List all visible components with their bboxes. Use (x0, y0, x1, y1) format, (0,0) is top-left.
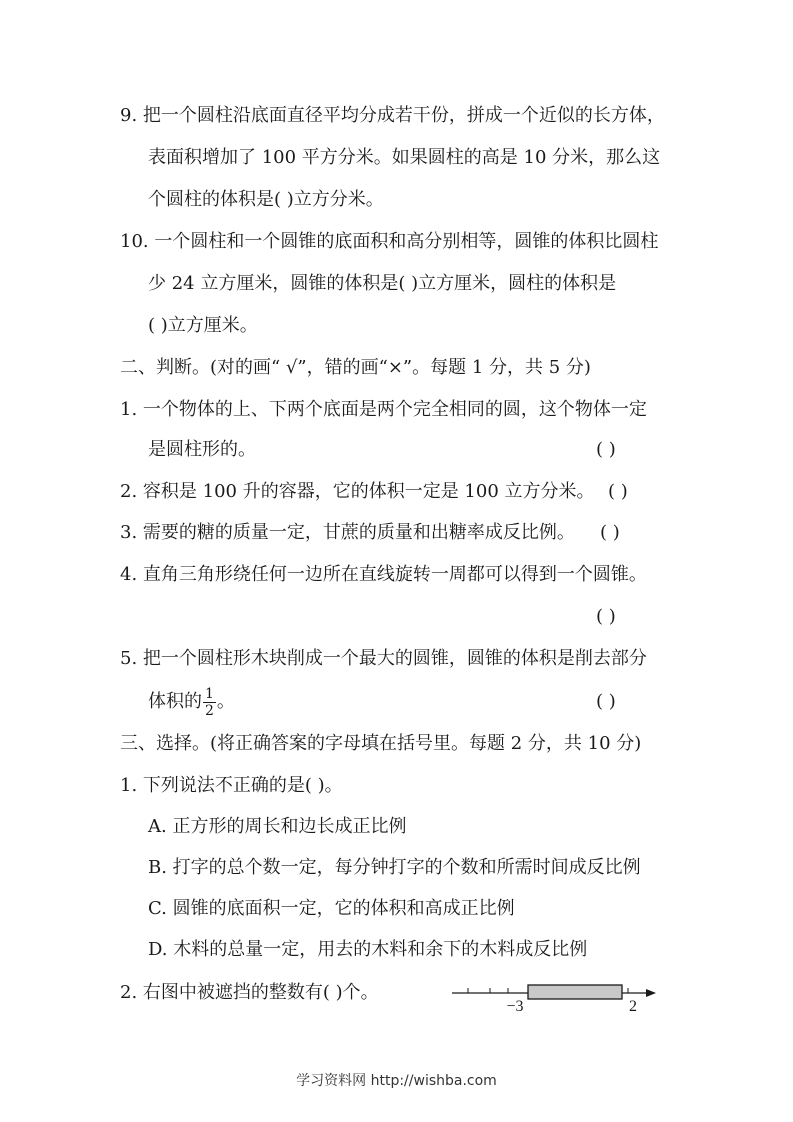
q9-line-2: 表面积增加了 100 平方分米。如果圆柱的高是 10 分米，那么这 (148, 147, 661, 168)
judge-item-5-suffix: 。 (216, 691, 235, 712)
judge-item-1-line-2: 是圆柱形的。 (148, 439, 256, 460)
judge-item-5-line-2 (148, 684, 235, 720)
fraction-numerator: 1 (205, 685, 214, 702)
choice-q1-option-b: B. 打字的总个数一定，每分钟打字的个数和所需时间成反比例 (148, 857, 641, 878)
choice-q1-option-c: C. 圆锥的底面积一定，它的体积和高成正比例 (148, 898, 515, 919)
choice-q1-option-d: D. 木料的总量一定，用去的木料和余下的木料成反比例 (148, 939, 588, 960)
number-line-arrow-icon (646, 989, 656, 997)
judge-item-3-line-1: 3. 需要的糖的质量一定，甘蔗的质量和出糖率成反比例。 (120, 522, 575, 543)
number-line-label-right: 2 (629, 998, 637, 1015)
judge-item-5-line-1: 5. 把一个圆柱形木块削成一个最大的圆锥，圆锥的体积是削去部分 (120, 648, 647, 669)
judge-item-4-line-1: 4. 直角三角形绕任何一边所在直线旋转一周都可以得到一个圆锥。 (120, 564, 647, 585)
q9-line-1: 9. 把一个圆柱沿底面直径平均分成若干份，拼成一个近似的长方体， (120, 105, 665, 126)
judge-item-5-answer-paren: ( ) (596, 691, 616, 712)
page-footer: 学习资料网 http://wishba.com (296, 1073, 497, 1089)
section2-heading: 二、判断。(对的画“ √”，错的画“×”。每题 1 分，共 5 分) (120, 357, 591, 378)
judge-item-2-answer-paren: ( ) (608, 481, 628, 502)
judge-item-1-answer-paren: ( ) (596, 439, 616, 460)
q10-line-2: 少 24 立方厘米，圆锥的体积是( )立方厘米，圆柱的体积是 (148, 273, 617, 294)
number-line-figure (450, 976, 670, 1016)
judge-item-3-answer-paren: ( ) (600, 522, 620, 543)
number-line-mask (528, 985, 622, 999)
q10-line-3: ( )立方厘米。 (148, 315, 258, 336)
judge-item-4-answer-paren: ( ) (596, 606, 616, 627)
choice-q1-stem: 1. 下列说法不正确的是( )。 (120, 775, 343, 796)
fraction-one-half (203, 686, 216, 719)
q10-line-1: 10. 一个圆柱和一个圆锥的底面积和高分别相等，圆锥的体积比圆柱 (120, 231, 659, 252)
number-line-label-left: −3 (506, 998, 524, 1015)
choice-q2-stem: 2. 右图中被遮挡的整数有( )个。 (120, 982, 379, 1003)
fraction-denominator: 2 (205, 702, 214, 719)
judge-item-1-line-1: 1. 一个物体的上、下两个底面是两个完全相同的圆，这个物体一定 (120, 399, 647, 420)
section3-heading: 三、选择。(将正确答案的字母填在括号里。每题 2 分，共 10 分) (120, 733, 642, 754)
judge-item-2-line-1: 2. 容积是 100 升的容器，它的体积一定是 100 立方分米。 (120, 481, 595, 502)
choice-q1-option-a: A. 正方形的周长和边长成正比例 (148, 816, 407, 837)
q9-line-3: 个圆柱的体积是( )立方分米。 (148, 189, 384, 210)
judge-item-5-prefix: 体积的 (148, 691, 202, 712)
